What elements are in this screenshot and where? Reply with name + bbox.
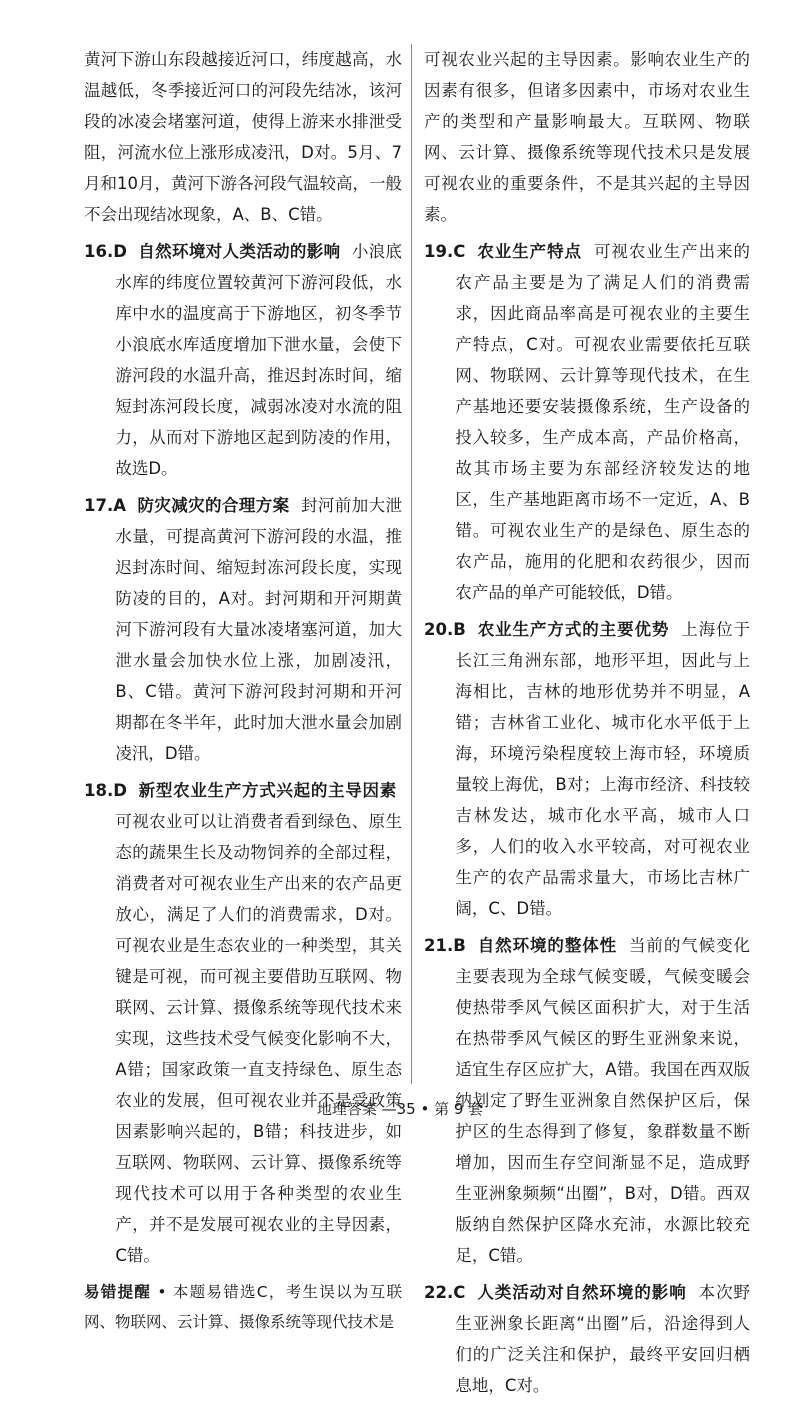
answer-letter: D [113, 781, 127, 800]
explanation-text: 封河前加大泄水量，可提高黄河下游河段的水温，推迟封冻时间、缩短封冻河段长度，实现防凌的目的，A对。封河期和开河期黄河下游河段有大量冰凌堵塞河道，加大泄水量会加快水位上涨，加剧凌汛，B、C错。黄河下游河段封河期和开河期都在冬半年，此时加大泄水量会加剧凌汛，D错。 [115, 496, 403, 763]
question-number: 17. [84, 496, 114, 515]
answer-letter: C [453, 1283, 466, 1302]
question-topic: 自然环境的整体性 [477, 936, 618, 955]
question-16 [84, 236, 402, 484]
explanation-text: 当前的气候变化主要表现为全球气候变暖，气候变暖会使热带季风气候区面积扩大，对于生活在热带季风气候区的野生亚洲象来说，适宜生存区应扩大，A错。我国在西双版纳划定了野生亚洲象自然保护区后，保护区的生态得到了修复，象群数量不断增加，因而生存空间渐显不足，造成野生亚洲象频频“出圈”，B对，D错。西双版纳自然保护区降水充沛，水源比较充足，C错。 [455, 936, 751, 1265]
explanation-text: 本次野生亚洲象长距离“出圈”后，沿途得到人们的广泛关注和保护，最终平安回归栖息地，C对。 [455, 1283, 751, 1395]
explanation-text: 小浪底水库的纬度位置较黄河下游河段低，水库中水的温度高于下游地区，初冬季节小浪底水库适度增加下泄水量，会使下游河段的水温升高，推迟封冻时间，缩短封冻河段长度，减弱冰凌对水流的阻力，从而对下游地区起到防凌的作用，故选D。 [115, 242, 403, 478]
explanation-text: 可视农业生产出来的农产品主要是为了满足人们的消费需求，因此商品率高是可视农业的主要生产特点，C对。可视农业需要依托互联网、物联网、云计算等现代技术，在生产基地还要安装摄像系统，生产设备的投入较多，生产成本高，产品价格高，故其市场主要为东部经济较发达的地区，生产基地距离市场不一定近，A、B错。可视农业生产的是绿色、原生态的农产品，施用的化肥和农药很少，因而农产品的单产可能较低，D错。 [455, 242, 751, 602]
answer-letter: B [453, 620, 466, 639]
question-19 [424, 236, 750, 608]
answer-letter: B [453, 936, 466, 955]
question-18 [84, 775, 402, 1271]
page-footer: 地理答案 —35 • 第 9 套 [316, 1100, 484, 1118]
question-number: 21. [424, 936, 454, 955]
question-number: 20. [424, 620, 454, 639]
question-topic: 自然环境对人类活动的影响 [138, 242, 341, 261]
question-topic: 农业生产特点 [477, 242, 582, 261]
answer-letter: C [453, 242, 466, 261]
question-number: 16. [84, 242, 114, 261]
question-topic: 新型农业生产方式兴起的主导因素 [138, 781, 397, 800]
question-17 [84, 490, 402, 769]
answer-letter: A [113, 496, 127, 515]
question-number: 18. [84, 781, 114, 800]
question-20 [424, 614, 750, 924]
error-tip [84, 1277, 402, 1337]
question-number: 19. [424, 242, 454, 261]
tip-label: 易错提醒 [84, 1283, 152, 1301]
explanation-text: 上海位于长江三角洲东部，地形平坦，因此与上海相比，吉林的地形优势并不明显，A错；吉林省工业化、城市化水平低于上海，环境污染程度较上海市轻，环境质量较上海优，B对；上海市经济、科技较吉林发达，城市化水平高，城市人口多，人们的收入水平较高，对可视农业生产的农产品需求量大，市场比吉林广阔，C、D错。 [455, 620, 751, 918]
question-topic: 防灾减灾的合理方案 [137, 496, 290, 515]
right-column [424, 44, 750, 1407]
continuation-text: 黄河下游山东段越接近河口，纬度越高，水温越低，冬季接近河口的河段先结冰，该河段的冰凌会堵塞河道，使得上游来水排泄受阻，河流水位上涨形成凌汛，D对。5月、7月和10月，黄河下游各河段气温较高，一般不会出现结冰现象，A、B、C错。 [84, 50, 402, 224]
question-22 [424, 1277, 750, 1401]
tip-text: 本题易错选C，考生误以为互联网、物联网、云计算、摄像系统等现代技术是 [84, 1283, 402, 1331]
continuation-text: 可视农业兴起的主导因素。影响农业生产的因素有很多，但诸多因素中，市场对农业生产的类型和产量影响最大。互联网、物联网、云计算、摄像系统等现代技术只是发展可视农业的重要条件，不是其兴起的主导因素。 [424, 50, 750, 224]
left-column [84, 44, 402, 1337]
question-topic: 农业生产方式的主要优势 [477, 620, 670, 639]
answer-letter: D [113, 242, 127, 261]
question-topic: 人类活动对自然环境的影响 [477, 1283, 687, 1302]
tip-bullet: • [157, 1283, 167, 1301]
column-divider [411, 44, 412, 1084]
explanation-text: 可视农业可以让消费者看到绿色、原生态的蔬果生长及动物饲养的全部过程，消费者对可视农业生产出来的农产品更放心，满足了人们的消费需求，D对。可视农业是生态农业的一种类型，其关键是可视，而可视主要借助互联网、物联网、云计算、摄像系统等现代技术来实现，这些技术受气候变化影响不大，A错；国家政策一直支持绿色、原生态农业的发展，但可视农业并不是受政策因素影响兴起的，B错；科技进步，如互联网、物联网、云计算、摄像系统等现代技术可以用于各种类型的农业生产，并不是发展可视农业的主导因素，C错。 [115, 812, 402, 1265]
question-number: 22. [424, 1283, 454, 1302]
